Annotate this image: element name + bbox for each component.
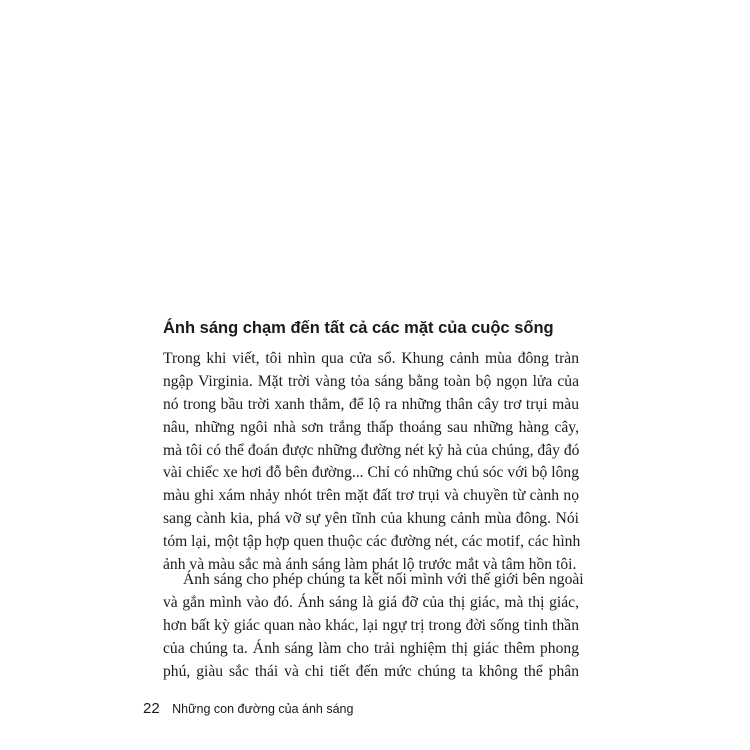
text-line: Ánh sáng cho phép chúng ta kết nối mình với thế giới bên ngoài <box>183 571 584 588</box>
page-footer <box>143 700 353 718</box>
text-line: tóm lại, một tập hợp quen thuộc các đường nét, các motif, các hình <box>163 533 581 551</box>
text-line: màu ghi xám nhảy nhót trên mặt đất trơ trụi và chuyền từ cành nọ <box>163 487 579 505</box>
text-line: và gắn mình vào đó. Ánh sáng là giá đỡ của thị giác, mà thị giác, <box>163 593 579 611</box>
text-line: mà tôi có thể đoán được những đường nét kỷ hà của chúng, đây đó <box>163 441 580 459</box>
text-line: sang cành kia, phá vỡ sự yên tĩnh của khung cảnh mùa đông. Nói <box>163 510 579 528</box>
text-line: của chúng ta. Ánh sáng làm cho trải nghiệm thị giác thêm phong <box>163 639 579 657</box>
text-line: hơn bất kỳ giác quan nào khác, lại ngự trị trong đời sống tinh thần <box>163 616 579 634</box>
section-heading: Ánh sáng chạm đến tất cả các mặt của cuộc sống <box>163 319 554 337</box>
text-line: vài chiếc xe hơi đỗ bên đường... Chỉ có những chú sóc với bộ lông <box>163 464 579 482</box>
running-title: Những con đường của ánh sáng <box>172 702 354 716</box>
paragraph-2 <box>163 569 584 683</box>
text-line: ảnh và màu sắc mà ánh sáng làm phát lộ trước mắt và tâm hồn tôi. <box>163 556 577 574</box>
page-number: 22 <box>143 700 160 717</box>
text-line: phú, giàu sắc thái và chi tiết đến mức chúng ta không thể phân <box>163 662 579 680</box>
text-line: Trong khi viết, tôi nhìn qua cửa sổ. Khung cảnh mùa đông tràn <box>163 350 579 367</box>
text-line: nâu, những ngôi nhà sơn trắng thấp thoáng sau những hàng cây, <box>163 418 579 436</box>
text-line: nó trong bầu trời xanh thẳm, để lộ ra những thân cây trơ trụi màu <box>163 395 579 413</box>
paragraph-1 <box>163 348 579 577</box>
text-line: ngập Virginia. Mặt trời vàng tỏa sáng bằng toàn bộ ngọn lửa của <box>163 372 579 390</box>
